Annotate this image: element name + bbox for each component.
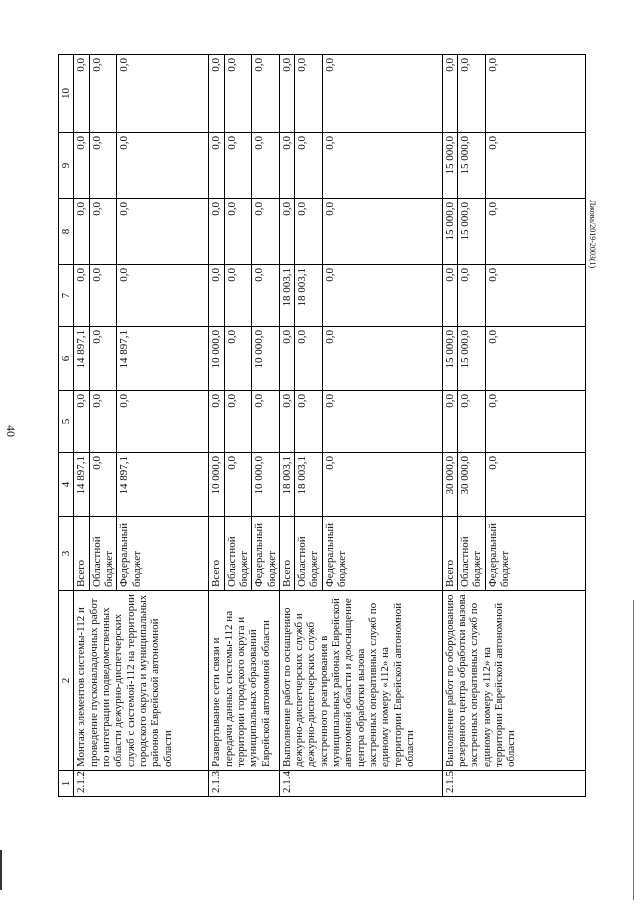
scan-edge-mark	[0, 850, 2, 890]
value-cell: 0,0	[322, 199, 442, 265]
value-cell: 0,0	[279, 327, 294, 391]
value-cell: 0,0	[322, 133, 442, 199]
value-cell: 10 000,0	[209, 327, 224, 391]
source-label: Областной бюджет	[224, 517, 252, 591]
header-cell: 3	[59, 517, 74, 591]
source-label: Всего	[209, 517, 224, 591]
table-row	[74, 55, 89, 797]
value-cell: 30 000,0	[442, 453, 457, 517]
value-cell: 0,0	[485, 327, 585, 391]
row-id: 2.1.3	[209, 771, 280, 797]
value-cell: 0,0	[252, 391, 280, 453]
value-cell: 0,0	[209, 55, 224, 133]
document-code: Лжова/2019-2003(1)	[588, 200, 597, 269]
source-label: Областной бюджет	[295, 517, 323, 591]
value-cell: 0,0	[224, 55, 252, 133]
header-cell: 2	[59, 591, 74, 771]
value-cell: 0,0	[117, 199, 209, 265]
value-cell: 0,0	[74, 391, 89, 453]
row-id: 2.1.4	[279, 771, 442, 797]
value-cell: 0,0	[322, 391, 442, 453]
value-cell: 0,0	[442, 391, 457, 453]
header-cell: 10	[59, 55, 74, 133]
value-cell: 0,0	[117, 133, 209, 199]
value-cell: 0,0	[74, 133, 89, 199]
value-cell: 0,0	[485, 265, 585, 327]
value-cell: 0,0	[485, 55, 585, 133]
value-cell: 0,0	[458, 265, 486, 327]
value-cell: 18 003,1	[279, 453, 294, 517]
value-cell: 0,0	[322, 327, 442, 391]
value-cell: 0,0	[224, 453, 252, 517]
value-cell: 15 000,0	[442, 327, 457, 391]
value-cell: 14 897,1	[117, 453, 209, 517]
value-cell: 0,0	[252, 199, 280, 265]
value-cell: 0,0	[458, 55, 486, 133]
value-cell: 0,0	[279, 133, 294, 199]
value-cell: 0,0	[322, 55, 442, 133]
value-cell: 0,0	[224, 327, 252, 391]
value-cell: 15 000,0	[458, 327, 486, 391]
row-id: 2.1.2	[74, 771, 209, 797]
value-cell: 0,0	[89, 327, 117, 391]
value-cell: 0,0	[74, 199, 89, 265]
value-cell: 18 003,1	[279, 265, 294, 327]
value-cell: 0,0	[224, 199, 252, 265]
source-label: Федеральный бюджет	[117, 517, 209, 591]
value-cell: 15 000,0	[442, 199, 457, 265]
value-cell: 0,0	[279, 55, 294, 133]
header-cell: 4	[59, 453, 74, 517]
value-cell: 0,0	[485, 453, 585, 517]
value-cell: 0,0	[224, 391, 252, 453]
value-cell: 0,0	[252, 265, 280, 327]
value-cell: 10 000,0	[209, 453, 224, 517]
value-cell: 0,0	[89, 265, 117, 327]
value-cell: 0,0	[442, 265, 457, 327]
budget-table-sheet	[58, 55, 582, 797]
value-cell: 0,0	[442, 55, 457, 133]
value-cell: 0,0	[209, 265, 224, 327]
table-row	[279, 55, 294, 797]
value-cell: 0,0	[89, 133, 117, 199]
source-label: Федеральный бюджет	[322, 517, 442, 591]
value-cell: 30 000,0	[458, 453, 486, 517]
value-cell: 0,0	[295, 391, 323, 453]
value-cell: 0,0	[89, 55, 117, 133]
header-cell: 1	[59, 771, 74, 797]
source-label: Всего	[442, 517, 457, 591]
value-cell: 15 000,0	[458, 133, 486, 199]
value-cell: 0,0	[209, 391, 224, 453]
value-cell: 18 003,1	[295, 453, 323, 517]
value-cell: 0,0	[89, 391, 117, 453]
value-cell: 0,0	[295, 199, 323, 265]
value-cell: 0,0	[89, 199, 117, 265]
value-cell: 0,0	[458, 391, 486, 453]
row-name: Выполнение работ по оборудованию резервного центра обработки вызова экстренных оперативных служб по единому номеру «112» на территории Еврейской автономной области	[442, 591, 585, 771]
header-cell: 9	[59, 133, 74, 199]
value-cell: 14 897,1	[117, 327, 209, 391]
value-cell: 0,0	[295, 133, 323, 199]
value-cell: 0,0	[252, 55, 280, 133]
source-label: Всего	[279, 517, 294, 591]
row-id: 2.1.5	[442, 771, 585, 797]
header-row	[59, 55, 74, 797]
value-cell: 10 000,0	[252, 453, 280, 517]
value-cell: 0,0	[117, 265, 209, 327]
row-name: Монтаж элементов системы-112 и проведение пусконаладочных работ по интеграции подведомственных области дежурно-диспетчерских служб с системой-112 на территории городского округа и муниципальных районов Еврейской автономной области	[74, 591, 209, 771]
source-label: Всего	[74, 517, 89, 591]
value-cell: 0,0	[279, 391, 294, 453]
value-cell: 0,0	[295, 327, 323, 391]
value-cell: 10 000,0	[252, 327, 280, 391]
page-number: 40	[4, 425, 18, 437]
value-cell: 0,0	[485, 391, 585, 453]
value-cell: 0,0	[485, 199, 585, 265]
budget-table	[58, 54, 586, 797]
value-cell: 0,0	[295, 55, 323, 133]
value-cell: 14 897,1	[74, 453, 89, 517]
header-cell: 7	[59, 265, 74, 327]
header-cell: 6	[59, 327, 74, 391]
value-cell: 0,0	[224, 133, 252, 199]
value-cell: 0,0	[322, 265, 442, 327]
table-row	[442, 55, 457, 797]
source-label: Областной бюджет	[89, 517, 117, 591]
value-cell: 0,0	[209, 133, 224, 199]
value-cell: 15 000,0	[458, 199, 486, 265]
value-cell: 0,0	[279, 199, 294, 265]
row-name: Развертывание сети связи и передачи данных системы-112 на территории городского округа и муниципальных образований Еврейской автономной области	[209, 591, 280, 771]
header-cell: 8	[59, 199, 74, 265]
value-cell: 0,0	[485, 133, 585, 199]
value-cell: 0,0	[322, 453, 442, 517]
value-cell: 0,0	[252, 133, 280, 199]
source-label: Федеральный бюджет	[485, 517, 585, 591]
table-row	[209, 55, 224, 797]
value-cell: 0,0	[117, 391, 209, 453]
value-cell: 0,0	[224, 265, 252, 327]
value-cell: 0,0	[89, 453, 117, 517]
value-cell: 0,0	[74, 55, 89, 133]
value-cell: 14 897,1	[74, 327, 89, 391]
value-cell: 18 003,1	[295, 265, 323, 327]
value-cell: 0,0	[74, 265, 89, 327]
header-cell: 5	[59, 391, 74, 453]
row-name: Выполнение работ по оснащению дежурно-диспетчерских служб и дежурно-диспетчерских служб экстренного реагирования в муниципальных районах Еврейской автономной области и дооснащение центра обработки вызова экстренных оперативных служб по единому номеру «112» на территории Еврейской автономной области	[279, 591, 442, 771]
value-cell: 0,0	[117, 55, 209, 133]
value-cell: 0,0	[209, 199, 224, 265]
source-label: Областной бюджет	[458, 517, 486, 591]
right-edge-line	[633, 600, 634, 900]
source-label: Федеральный бюджет	[252, 517, 280, 591]
value-cell: 15 000,0	[442, 133, 457, 199]
